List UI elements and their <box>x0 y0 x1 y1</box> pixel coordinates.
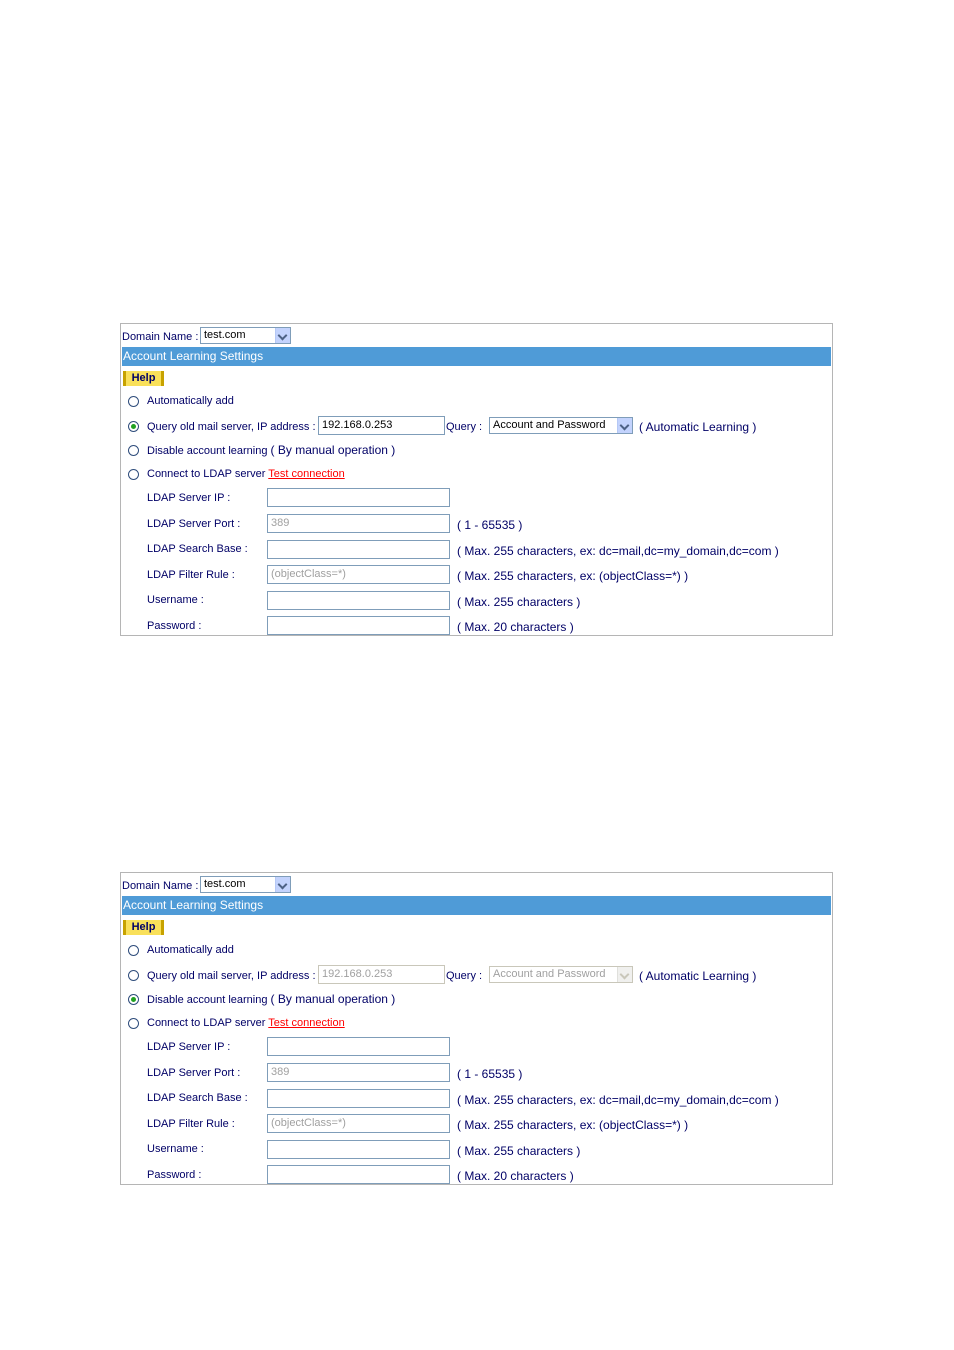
ldap-search-base-hint: ( Max. 255 characters, ex: dc=mail,dc=my_domain,dc=com ) <box>457 1093 779 1107</box>
query-select[interactable] <box>489 417 633 434</box>
domain-name-label: Domain Name : <box>122 880 199 892</box>
password-hint: ( Max. 20 characters ) <box>457 1169 574 1183</box>
disable-learning-label <box>147 992 395 1006</box>
account-learning-panel-2 <box>120 872 833 1185</box>
auto-add-label: Automatically add <box>147 395 234 407</box>
domain-name-label: Domain Name : <box>122 331 199 343</box>
ldap-search-base-input[interactable] <box>267 540 450 559</box>
ldap-server-port-label: LDAP Server Port : <box>147 518 241 530</box>
ldap-filter-rule-hint: ( Max. 255 characters, ex: (objectClass=*) ) <box>457 1118 689 1132</box>
help-button[interactable]: Help <box>123 371 164 386</box>
ldap-server-ip-label: LDAP Server IP : <box>147 1041 231 1053</box>
manual-operation-note: ( By manual operation ) <box>270 443 396 457</box>
chevron-down-icon <box>617 418 632 433</box>
ldap-server-ip-input[interactable] <box>267 1037 450 1056</box>
password-input[interactable] <box>267 616 450 635</box>
query-old-label: Query old mail server, IP address : <box>147 421 316 433</box>
ldap-server-ip-label: LDAP Server IP : <box>147 492 231 504</box>
ldap-search-base-hint: ( Max. 255 characters, ex: dc=mail,dc=my_domain,dc=com ) <box>457 544 779 558</box>
chevron-down-icon <box>275 328 290 343</box>
ldap-filter-rule-hint: ( Max. 255 characters, ex: (objectClass=*) ) <box>457 569 689 583</box>
test-connection-link[interactable]: Test connection <box>268 1017 345 1029</box>
radio-auto-add[interactable] <box>128 396 139 407</box>
ldap-label <box>147 1017 345 1029</box>
chevron-down-icon <box>617 967 632 982</box>
ldap-port-hint: ( 1 - 65535 ) <box>457 1067 523 1081</box>
ldap-search-base-label: LDAP Search Base : <box>147 1092 248 1104</box>
username-hint: ( Max. 255 characters ) <box>457 1144 581 1158</box>
domain-select-value: test.com <box>204 329 246 341</box>
query-select[interactable] <box>489 966 633 983</box>
manual-operation-note: ( By manual operation ) <box>270 992 396 1006</box>
radio-ldap[interactable] <box>128 1018 139 1029</box>
query-select-value: Account and Password <box>493 419 606 431</box>
auto-add-label: Automatically add <box>147 944 234 956</box>
domain-select-value: test.com <box>204 878 246 890</box>
radio-disable-learning[interactable] <box>128 445 139 456</box>
password-label: Password : <box>147 620 202 632</box>
radio-disable-learning[interactable] <box>128 994 139 1005</box>
section-header: Account Learning Settings <box>122 896 831 915</box>
query-label: Query : <box>446 421 483 433</box>
disable-learning-label <box>147 443 395 457</box>
query-label: Query : <box>446 970 483 982</box>
query-old-label: Query old mail server, IP address : <box>147 970 316 982</box>
radio-query-old[interactable] <box>128 421 139 432</box>
query-select-value: Account and Password <box>493 968 606 980</box>
radio-auto-add[interactable] <box>128 945 139 956</box>
ldap-label <box>147 468 345 480</box>
disable-learning-text: Disable account learning <box>147 445 268 457</box>
help-button[interactable]: Help <box>123 920 164 935</box>
ldap-server-ip-input[interactable] <box>267 488 450 507</box>
password-label: Password : <box>147 1169 202 1181</box>
password-input[interactable] <box>267 1165 450 1184</box>
ldap-filter-rule-label: LDAP Filter Rule : <box>147 569 235 581</box>
ldap-server-port-label: LDAP Server Port : <box>147 1067 241 1079</box>
username-input[interactable] <box>267 591 450 610</box>
radio-ldap[interactable] <box>128 469 139 480</box>
account-learning-panel-1 <box>120 323 833 636</box>
ldap-search-base-input[interactable] <box>267 1089 450 1108</box>
chevron-down-icon <box>275 877 290 892</box>
radio-query-old[interactable] <box>128 970 139 981</box>
ldap-port-hint: ( 1 - 65535 ) <box>457 518 523 532</box>
ip-address-input[interactable]: 192.168.0.253 <box>318 416 445 435</box>
domain-select[interactable] <box>200 327 291 344</box>
username-label: Username : <box>147 1143 204 1155</box>
password-hint: ( Max. 20 characters ) <box>457 620 574 634</box>
domain-select[interactable] <box>200 876 291 893</box>
disable-learning-text: Disable account learning <box>147 994 268 1006</box>
ldap-filter-rule-input[interactable]: (objectClass=*) <box>267 565 450 584</box>
automatic-learning-note: ( Automatic Learning ) <box>639 420 757 434</box>
ldap-filter-rule-label: LDAP Filter Rule : <box>147 1118 235 1130</box>
ldap-server-port-input[interactable]: 389 <box>267 514 450 533</box>
ldap-search-base-label: LDAP Search Base : <box>147 543 248 555</box>
username-hint: ( Max. 255 characters ) <box>457 595 581 609</box>
ldap-text: Connect to LDAP server <box>147 468 266 480</box>
ldap-server-port-input[interactable]: 389 <box>267 1063 450 1082</box>
username-label: Username : <box>147 594 204 606</box>
automatic-learning-note: ( Automatic Learning ) <box>639 969 757 983</box>
ip-address-input[interactable]: 192.168.0.253 <box>318 965 445 984</box>
ldap-text: Connect to LDAP server <box>147 1017 266 1029</box>
ldap-filter-rule-input[interactable]: (objectClass=*) <box>267 1114 450 1133</box>
test-connection-link[interactable]: Test connection <box>268 468 345 480</box>
username-input[interactable] <box>267 1140 450 1159</box>
section-header: Account Learning Settings <box>122 347 831 366</box>
